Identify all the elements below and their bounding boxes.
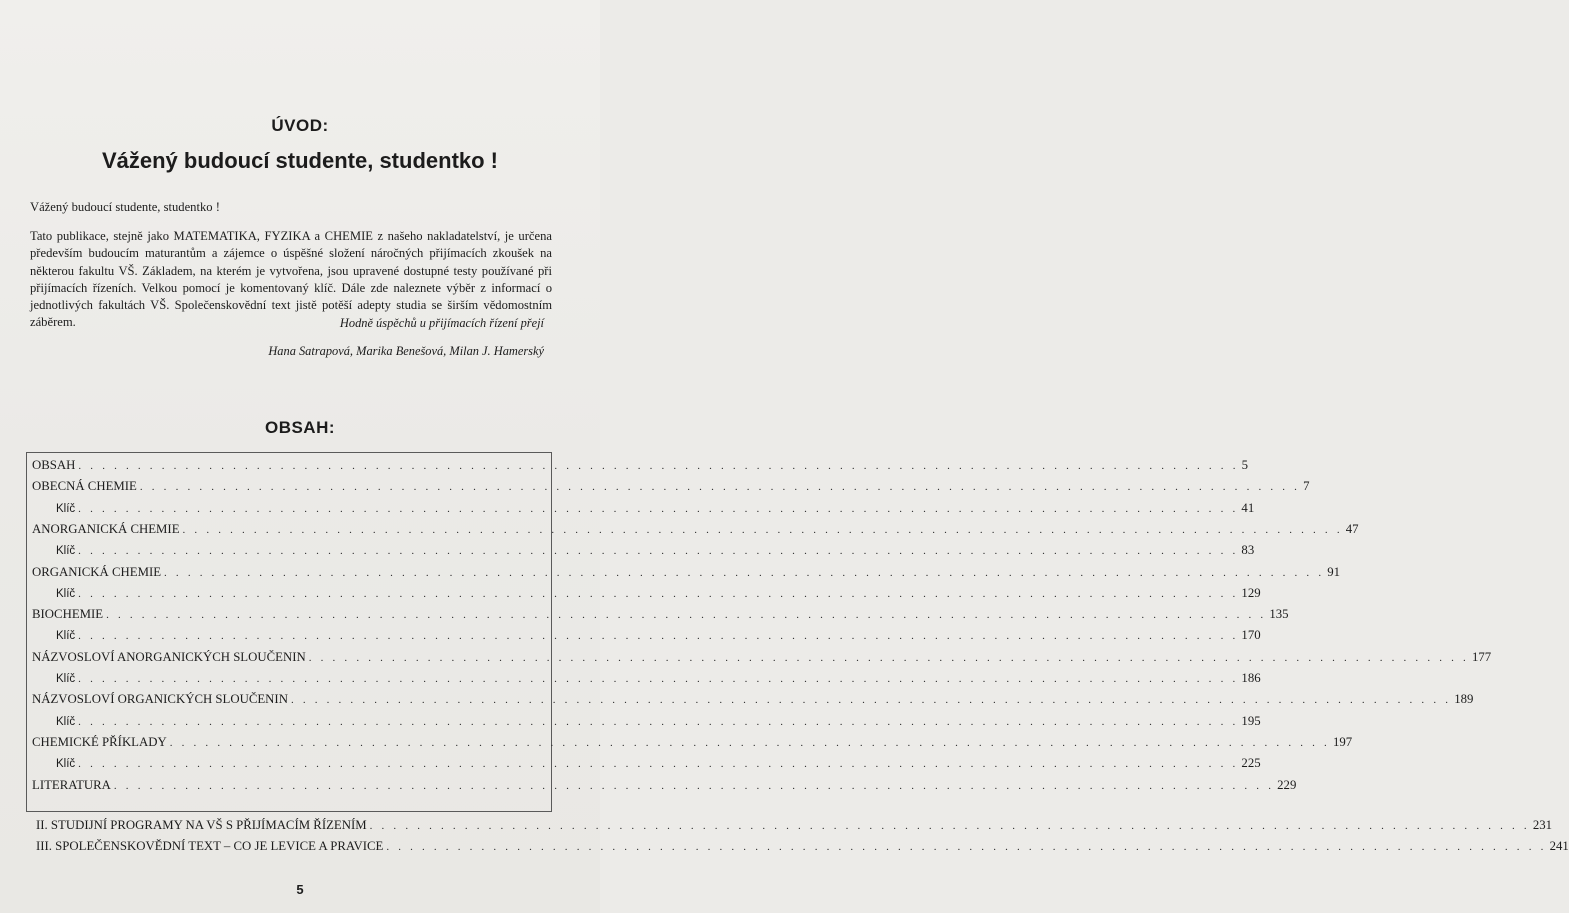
toc-entry — [32, 777, 1297, 796]
toc-entry-title: Klíč — [56, 587, 76, 600]
toc-entry-title: BIOCHEMIE — [32, 607, 104, 622]
toc-entry-page: 241 — [1549, 839, 1569, 853]
toc-entry — [32, 692, 1474, 710]
toc-dot-leader: . . . . . . . . . . . . . . . . . . . . . . . . . . . . . . . . . . . . . . . . . . . . . . . . . . . . . . . . . . . . . . . . . . . . . . . . . . . . . . . . . . . . . . . . . . . . . . . . . . — [308, 651, 1469, 664]
toc-dot-leader: . . . . . . . . . . . . . . . . . . . . . . . . . . . . . . . . . . . . . . . . . . . . . . . . . . . . . . . . . . . . . . . . . . . . . . . . . . . . . . . . . . . . . . . . . . . . . . . . . . — [78, 587, 1239, 600]
toc-dot-leader: . . . . . . . . . . . . . . . . . . . . . . . . . . . . . . . . . . . . . . . . . . . . . . . . . . . . . . . . . . . . . . . . . . . . . . . . . . . . . . . . . . . . . . . . . . . . . . . . . . — [106, 609, 1267, 622]
page-number: 5 — [296, 882, 304, 897]
toc-dot-leader: . . . . . . . . . . . . . . . . . . . . . . . . . . . . . . . . . . . . . . . . . . . . . . . . . . . . . . . . . . . . . . . . . . . . . . . . . . . . . . . . . . . . . . . . . . . . . . . . . . — [182, 523, 1343, 536]
toc-entry-title: ANORGANICKÁ CHEMIE — [32, 521, 180, 536]
toc-entry-page: 47 — [1345, 521, 1359, 536]
toc-dot-leader: . . . . . . . . . . . . . . . . . . . . . . . . . . . . . . . . . . . . . . . . . . . . . . . . . . . . . . . . . . . . . . . . . . . . . . . . . . . . . . . . . . . . . . . . . . . . . . . . . . — [386, 841, 1547, 853]
toc-entry-title: NÁZVOSLOVÍ ORGANICKÝCH SLOUČENIN — [32, 692, 288, 707]
toc-entry — [56, 713, 1261, 732]
toc-entry — [32, 649, 1492, 668]
toc-entry — [36, 818, 1553, 836]
toc-entry-title: Klíč — [56, 673, 76, 685]
toc-dot-leader: . . . . . . . . . . . . . . . . . . . . . . . . . . . . . . . . . . . . . . . . . . . . . . . . . . . . . . . . . . . . . . . . . . . . . . . . . . . . . . . . . . . . . . . . . . . . . . . . . . — [78, 460, 1239, 472]
toc-entry-title: OBSAH — [32, 458, 76, 472]
toc-entry — [56, 628, 1261, 646]
toc-entry-page: 7 — [1303, 479, 1310, 494]
toc-dot-leader: . . . . . . . . . . . . . . . . . . . . . . . . . . . . . . . . . . . . . . . . . . . . . . . . . . . . . . . . . . . . . . . . . . . . . . . . . . . . . . . . . . . . . . . . . . . . . . . . . . — [169, 736, 1330, 749]
toc-entry — [32, 458, 1249, 476]
intro-heading: ÚVOD: — [271, 116, 329, 135]
toc-entry-page: 197 — [1332, 734, 1353, 749]
toc-entry-title: ORGANICKÁ CHEMIE — [32, 564, 162, 579]
toc-dot-leader: . . . . . . . . . . . . . . . . . . . . . . . . . . . . . . . . . . . . . . . . . . . . . . . . . . . . . . . . . . . . . . . . . . . . . . . . . . . . . . . . . . . . . . . . . . . . . . . . . . — [290, 694, 1452, 707]
toc-entry — [36, 839, 1569, 857]
toc-dot-leader: . . . . . . . . . . . . . . . . . . . . . . . . . . . . . . . . . . . . . . . . . . . . . . . . . . . . . . . . . . . . . . . . . . . . . . . . . . . . . . . . . . . . . . . . . . . . . . . . . . — [78, 758, 1239, 771]
toc-entry-page: 189 — [1454, 692, 1474, 707]
toc-entry-page: 129 — [1241, 585, 1261, 600]
toc-entry — [56, 543, 1255, 561]
toc-entry-title: Klíč — [56, 715, 76, 728]
toc-entry-title: Klíč — [56, 758, 76, 771]
toc-entry-page: 170 — [1241, 628, 1261, 643]
toc-entry-title: LITERATURA — [32, 777, 111, 792]
toc-entry — [32, 479, 1310, 497]
toc-entry-page: 5 — [1241, 458, 1249, 472]
toc-entry-page: 195 — [1241, 713, 1261, 728]
wish-text: Hodně úspěchů u přijímacích řízení přejí — [339, 316, 544, 330]
contents-heading: OBSAH: — [264, 418, 336, 437]
toc-entry — [56, 671, 1261, 689]
toc-dot-leader: . . . . . . . . . . . . . . . . . . . . . . . . . . . . . . . . . . . . . . . . . . . . . . . . . . . . . . . . . . . . . . . . . . . . . . . . . . . . . . . . . . . . . . . . . . . . . . . . . . — [78, 545, 1239, 558]
toc-entry — [32, 607, 1289, 625]
toc-entry-title: CHEMICKÉ PŘÍKLADY — [32, 734, 167, 749]
toc-entry-page: 177 — [1471, 649, 1492, 664]
toc-dot-leader: . . . . . . . . . . . . . . . . . . . . . . . . . . . . . . . . . . . . . . . . . . . . . . . . . . . . . . . . . . . . . . . . . . . . . . . . . . . . . . . . . . . . . . . . . . . . . . . . . . — [139, 481, 1301, 494]
toc-entry-title: III. SPOLEČENSKOVĚDNÍ TEXT – CO JE LEVICE A PRAVICE — [36, 839, 384, 853]
toc-entry-title: II. STUDIJNÍ PROGRAMY NA VŠ S PŘIJÍMACÍM ŘÍZENÍM — [36, 818, 367, 832]
greeting-title: Vážený budoucí studente, studentko ! — [101, 148, 499, 173]
toc-dot-leader: . . . . . . . . . . . . . . . . . . . . . . . . . . . . . . . . . . . . . . . . . . . . . . . . . . . . . . . . . . . . . . . . . . . . . . . . . . . . . . . . . . . . . . . . . . . . . . . . . . — [113, 779, 1275, 792]
toc-entry-page: 225 — [1241, 756, 1261, 771]
intro-paragraph: Tato publikace, stejně jako MATEMATIKA, FYZIKA a CHEMIE z našeho nakladatelství, je určena především budoucím maturantům a zájemce o úspěšné složení náročných přijímacích zkoušek na některou fakultu VŠ. Základem, na kterém je vytvořena, jsou upravené dostupné testy používané při přijímacích řízeních. Velkou pomocí je komentovaný klíč. Dále zde naleznete výběr z informací o jednotlivých fakultách VŠ. Společenskovědní text jistě potěší adepty studia se širším vědomostním záběrem. — [30, 229, 552, 330]
toc-entry-title: NÁZVOSLOVÍ ANORGANICKÝCH SLOUČENIN — [32, 649, 306, 664]
toc-dot-leader: . . . . . . . . . . . . . . . . . . . . . . . . . . . . . . . . . . . . . . . . . . . . . . . . . . . . . . . . . . . . . . . . . . . . . . . . . . . . . . . . . . . . . . . . . . . . . . . . . . — [164, 566, 1325, 579]
toc-entry — [32, 521, 1359, 540]
toc-dot-leader: . . . . . . . . . . . . . . . . . . . . . . . . . . . . . . . . . . . . . . . . . . . . . . . . . . . . . . . . . . . . . . . . . . . . . . . . . . . . . . . . . . . . . . . . . . . . . . . . . . — [78, 630, 1239, 643]
toc-entry — [32, 734, 1353, 753]
toc-entry-page: 91 — [1327, 564, 1341, 579]
salutation: Vážený budoucí studente, studentko ! — [30, 200, 220, 214]
toc-entry-page: 186 — [1241, 671, 1261, 685]
toc-entry-title: Klíč — [56, 545, 76, 558]
toc-entry — [56, 756, 1261, 774]
toc-entry — [56, 585, 1261, 604]
toc-entry — [32, 564, 1341, 583]
toc-dot-leader: . . . . . . . . . . . . . . . . . . . . . . . . . . . . . . . . . . . . . . . . . . . . . . . . . . . . . . . . . . . . . . . . . . . . . . . . . . . . . . . . . . . . . . . . . . . . . . . . . . — [78, 673, 1239, 685]
authors: Hana Satrapová, Marika Benešová, Milan J. Hamerský — [268, 344, 544, 358]
toc-dot-leader: . . . . . . . . . . . . . . . . . . . . . . . . . . . . . . . . . . . . . . . . . . . . . . . . . . . . . . . . . . . . . . . . . . . . . . . . . . . . . . . . . . . . . . . . . . . . . . . . . . — [78, 715, 1239, 728]
toc-entry-page: 229 — [1277, 777, 1297, 792]
toc-entry-page: 41 — [1241, 500, 1255, 515]
toc-entry-page: 83 — [1241, 543, 1255, 558]
toc-entry — [56, 500, 1255, 519]
toc-entry-title: Klíč — [56, 630, 76, 643]
toc-entry-page: 231 — [1532, 818, 1553, 832]
toc-entry-page: 135 — [1269, 607, 1289, 622]
toc-entry-title: OBECNÁ CHEMIE — [32, 479, 137, 494]
toc-dot-leader: . . . . . . . . . . . . . . . . . . . . . . . . . . . . . . . . . . . . . . . . . . . . . . . . . . . . . . . . . . . . . . . . . . . . . . . . . . . . . . . . . . . . . . . . . . . . . . . . . . — [369, 820, 1530, 832]
toc-dot-leader: . . . . . . . . . . . . . . . . . . . . . . . . . . . . . . . . . . . . . . . . . . . . . . . . . . . . . . . . . . . . . . . . . . . . . . . . . . . . . . . . . . . . . . . . . . . . . . . . . . — [78, 502, 1239, 515]
toc-entry-title: Klíč — [56, 502, 76, 515]
